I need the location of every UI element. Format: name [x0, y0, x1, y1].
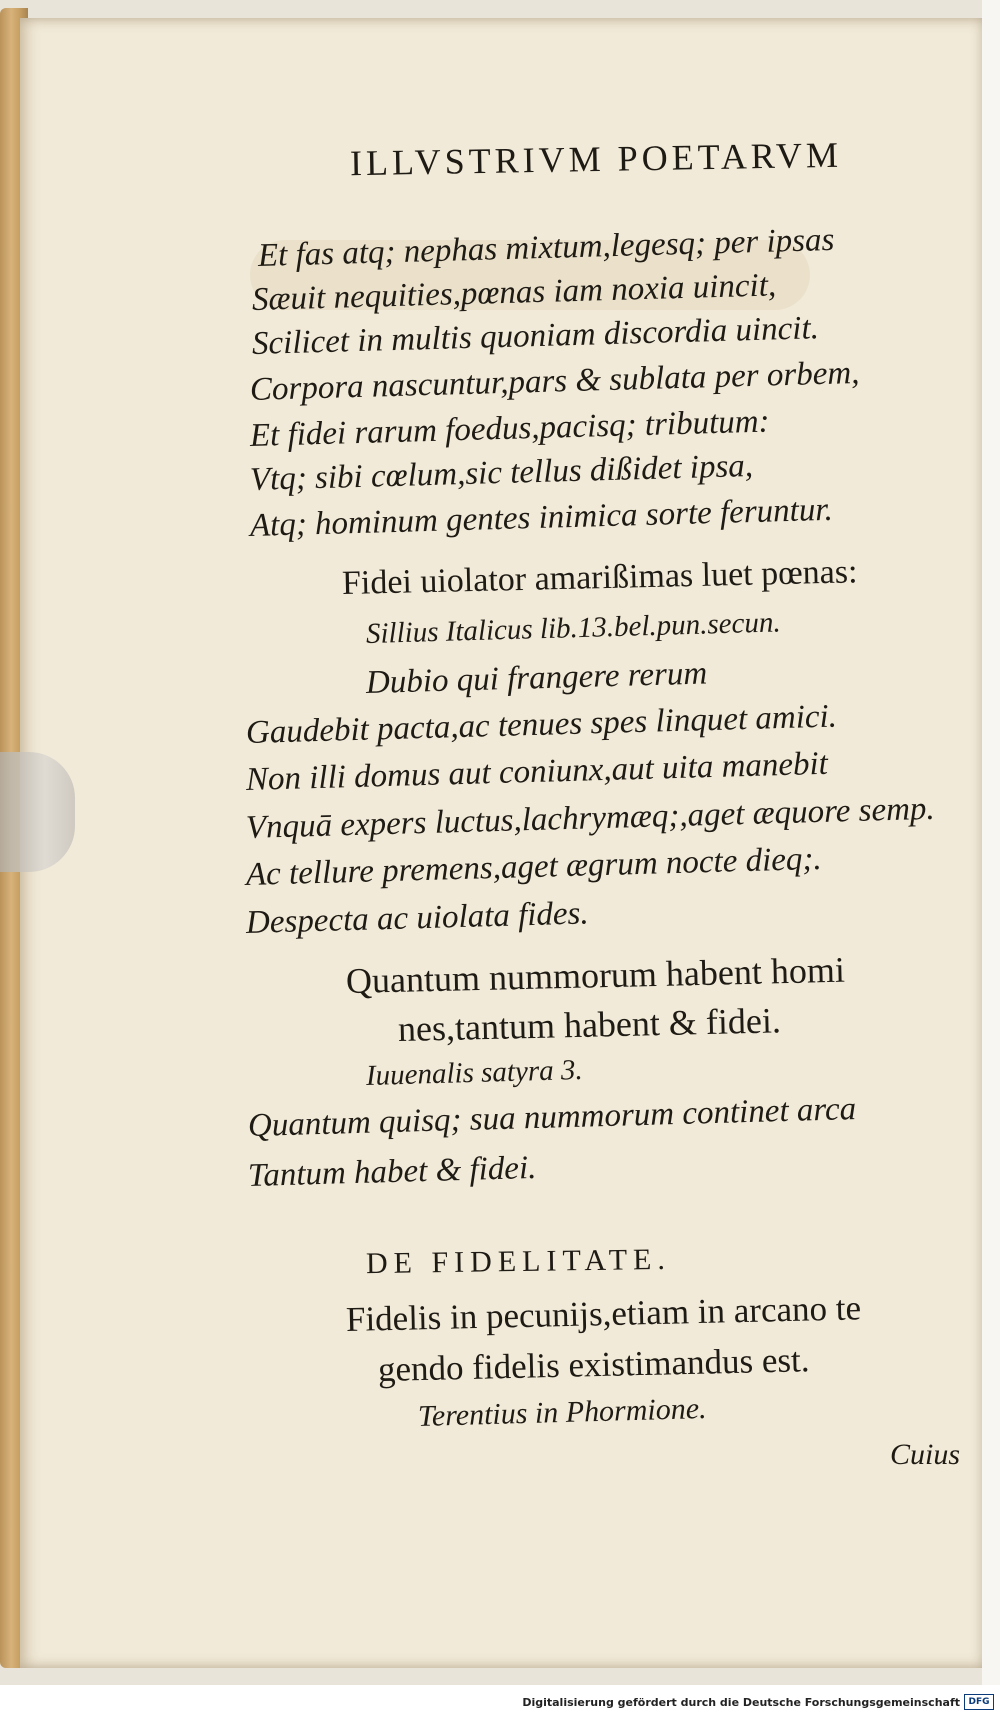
source-citation: Terentius in Phormione. [417, 1391, 707, 1433]
verse-line: Gaudebit pacta,ac tenues spes linquet amici. [245, 698, 838, 751]
verse-line: Vnquā expers luctus,lachrymæq;,aget æquore semp. [245, 790, 936, 846]
verse-line: Et fidei rarum foedus,pacisq; tributum: [249, 403, 771, 454]
maxim-text: Quantum nummorum habent homi [345, 949, 846, 1001]
verse-line: Quantum quisq; sua nummorum continet arca [247, 1091, 857, 1144]
running-header: ILLVSTRIVM POETARVM [349, 134, 843, 184]
verse-line: Corpora nascuntur,pars & sublata per orbem, [249, 354, 860, 408]
verse-line: Ac tellure premens,aget ægrum nocte dieq;. [245, 840, 823, 893]
verse-line: Vtq; sibi cœlum,sic tellus dißidet ipsa, [249, 447, 754, 498]
verse-line: Sæuit nequities,pœnas iam noxia uincit, [251, 267, 777, 318]
maxim-text: Fidei uiolator amarißimas luet pœnas: [341, 553, 858, 602]
maxim-text: nes,tantum habent & fidei. [397, 1000, 782, 1049]
verse-line: Non illi domus aut coniunx,aut uita manebit [245, 745, 829, 798]
maxim-text: Fidelis in pecunijs,etiam in arcano te [345, 1288, 862, 1339]
verse-line: Dubio qui frangere rerum [365, 655, 708, 701]
verse-line: Atq; hominum gentes inimica sorte feruntur. [249, 491, 834, 544]
verse-line: Despecta ac uiolata fides. [245, 895, 590, 941]
source-citation: Iuuenalis satyra 3. [365, 1053, 584, 1092]
verse-line: Scilicet in multis quoniam discordia uincit. [251, 310, 820, 362]
dfg-logo: DFG [964, 1694, 994, 1710]
funding-credit: Digitalisierung gefördert durch die Deutsche Forschungsgemeinschaft [522, 1696, 960, 1709]
footer-bar [0, 1685, 1000, 1715]
source-citation: Sillius Italicus lib.13.bel.pun.secun. [365, 606, 782, 650]
section-heading: DE FIDELITATE. [365, 1242, 672, 1281]
verse-line: Et fas atq; nephas mixtum,legesq; per ipsas [257, 221, 835, 274]
maxim-text: gendo fidelis existimandus est. [377, 1340, 810, 1389]
verse-line: Tantum habet & fidei. [247, 1149, 537, 1194]
catchword: Cuius [890, 1438, 961, 1471]
